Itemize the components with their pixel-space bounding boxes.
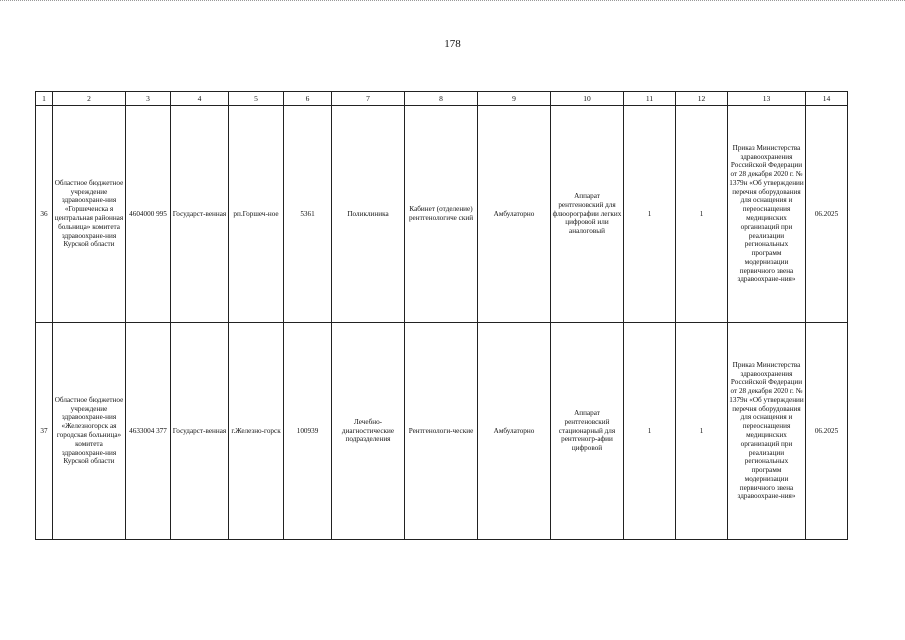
equipment-name: Аппарат рентгеновский для флюорографии легких цифровой или аналоговый [551,106,624,323]
quantity-cell: 1 [624,106,676,323]
delivery-date: 06.2025 [806,106,848,323]
quantity-cell: 1 [676,323,728,540]
column-header: 2 [53,92,126,106]
column-header: 4 [171,92,229,106]
column-header: 11 [624,92,676,106]
column-header: 3 [126,92,171,106]
row-number: 37 [36,323,53,540]
column-header: 9 [478,92,551,106]
column-header: 13 [728,92,806,106]
organization-name: Областное бюджетное учреждение здравоохране-ния «Железногорск ая городская больница» комитета здравоохране-ния Курской области [53,323,126,540]
ownership-form: Государст-венная [171,323,229,540]
column-header: 14 [806,92,848,106]
care-conditions: Амбулаторно [478,106,551,323]
care-conditions: Амбулаторно [478,323,551,540]
column-header: 12 [676,92,728,106]
organization-name: Областное бюджетное учреждение здравоохране-ния «Горшеченска я центральная районная больница» комитета здравоохране-ния Курской области [53,106,126,323]
column-header: 1 [36,92,53,106]
column-header: 8 [405,92,478,106]
quantity-cell: 1 [624,323,676,540]
delivery-date: 06.2025 [806,323,848,540]
table-row [36,323,848,540]
column-header: 5 [229,92,284,106]
header-row [36,92,848,106]
equipment-name: Аппарат рентгеновский стационарный для рентгеногр-афии цифровой [551,323,624,540]
ownership-form: Государст-венная [171,106,229,323]
population: 100939 [284,323,332,540]
structural-unit: Поликлиника [332,106,405,323]
page-edge-line [0,0,905,3]
quantity-cell: 1 [676,106,728,323]
table-row [36,106,848,323]
locality: рп.Горшеч-ное [229,106,284,323]
locality: г.Железно-горск [229,323,284,540]
row-number: 36 [36,106,53,323]
department: Рентгенологи-ческие [405,323,478,540]
structural-unit: Лечебно-диагностические подразделения [332,323,405,540]
column-header: 6 [284,92,332,106]
population: 5361 [284,106,332,323]
column-header: 7 [332,92,405,106]
department: Кабинет (отделение) рентгенологиче ский [405,106,478,323]
legal-basis: Приказ Министерства здравоохранения Российской Федерации от 28 декабря 2020 г. № 1379н «Об утверждении перечня оборудования для оснащения и переоснащения медицинских организаций при реализации региональных программ модернизации первичного звена здравоохране-ния» [728,323,806,540]
page-number: 178 [444,38,461,50]
column-header: 10 [551,92,624,106]
organization-code: 4633004 377 [126,323,171,540]
organization-code: 4604000 995 [126,106,171,323]
legal-basis: Приказ Министерства здравоохранения Российской Федерации от 28 декабря 2020 г. № 1379н «Об утверждении перечня оборудования для оснащения и переоснащения медицинских организаций при реализации региональных программ модернизации первичного звена здравоохране-ния» [728,106,806,323]
equipment-table [35,91,848,540]
